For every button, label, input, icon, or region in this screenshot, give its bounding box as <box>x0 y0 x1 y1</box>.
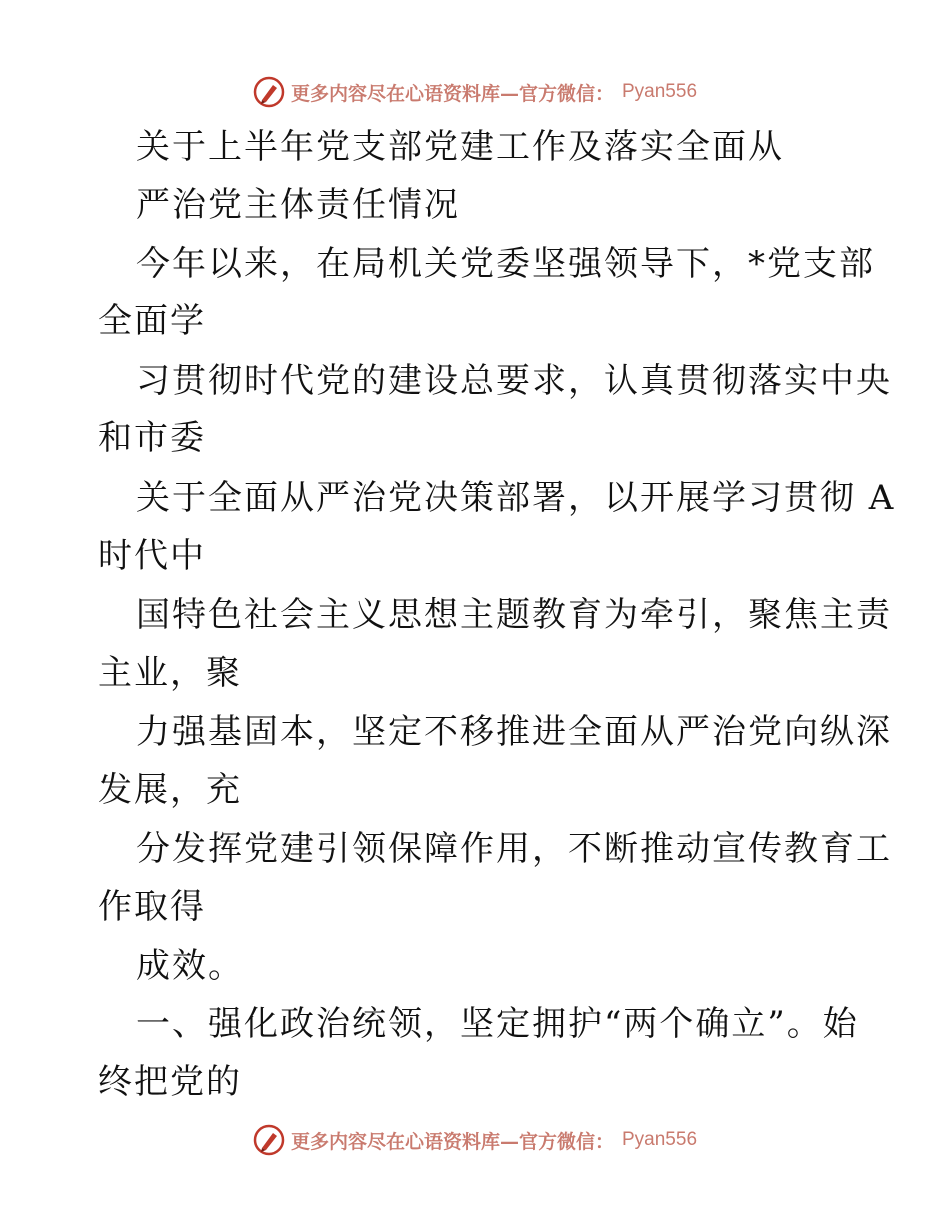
header-watermark <box>0 72 950 112</box>
doc-line: 终把党的 <box>98 1062 242 1102</box>
doc-line: 成效。 <box>136 946 244 986</box>
pen-logo-icon <box>253 1124 285 1156</box>
doc-line: 今年以来，在局机关党委坚强领导下，*党支部 <box>136 244 875 284</box>
watermark-wechat-id: Pyan556 <box>622 1129 698 1150</box>
doc-line: 国特色社会主义思想主题教育为牵引，聚焦主责 <box>136 595 892 635</box>
doc-line: 分发挥党建引领保障作用，不断推动宣传教育工 <box>136 829 892 869</box>
doc-line: 和市委 <box>98 418 206 458</box>
doc-line: 时代中 <box>98 536 206 576</box>
doc-title-line-2: 严治党主体责任情况 <box>136 185 460 225</box>
doc-line: 习贯彻时代党的建设总要求，认真贯彻落实中央 <box>136 361 892 401</box>
doc-title-line-1: 关于上半年党支部党建工作及落实全面从 <box>136 127 784 167</box>
watermark-group <box>253 76 697 108</box>
doc-line: 全面学 <box>98 301 206 341</box>
doc-line: 发展，充 <box>98 770 242 810</box>
doc-line: 作取得 <box>98 887 206 927</box>
doc-line: 力强基固本，坚定不移推进全面从严治党向纵深 <box>136 712 892 752</box>
watermark-wechat-id: Pyan556 <box>622 81 698 102</box>
doc-line: 关于全面从严治党决策部署，以开展学习贯彻 A <box>136 478 896 518</box>
doc-line: 主业，聚 <box>98 653 242 693</box>
watermark-text: 更多内容尽在心语资料库—官方微信： <box>290 82 614 105</box>
watermark-text: 更多内容尽在心语资料库—官方微信： <box>290 1130 614 1153</box>
pen-logo-icon <box>253 76 285 108</box>
footer-watermark <box>0 1120 950 1160</box>
watermark-group <box>253 1124 697 1156</box>
doc-line: 一、强化政治统领，坚定拥护“两个确立”。始 <box>136 1004 859 1044</box>
